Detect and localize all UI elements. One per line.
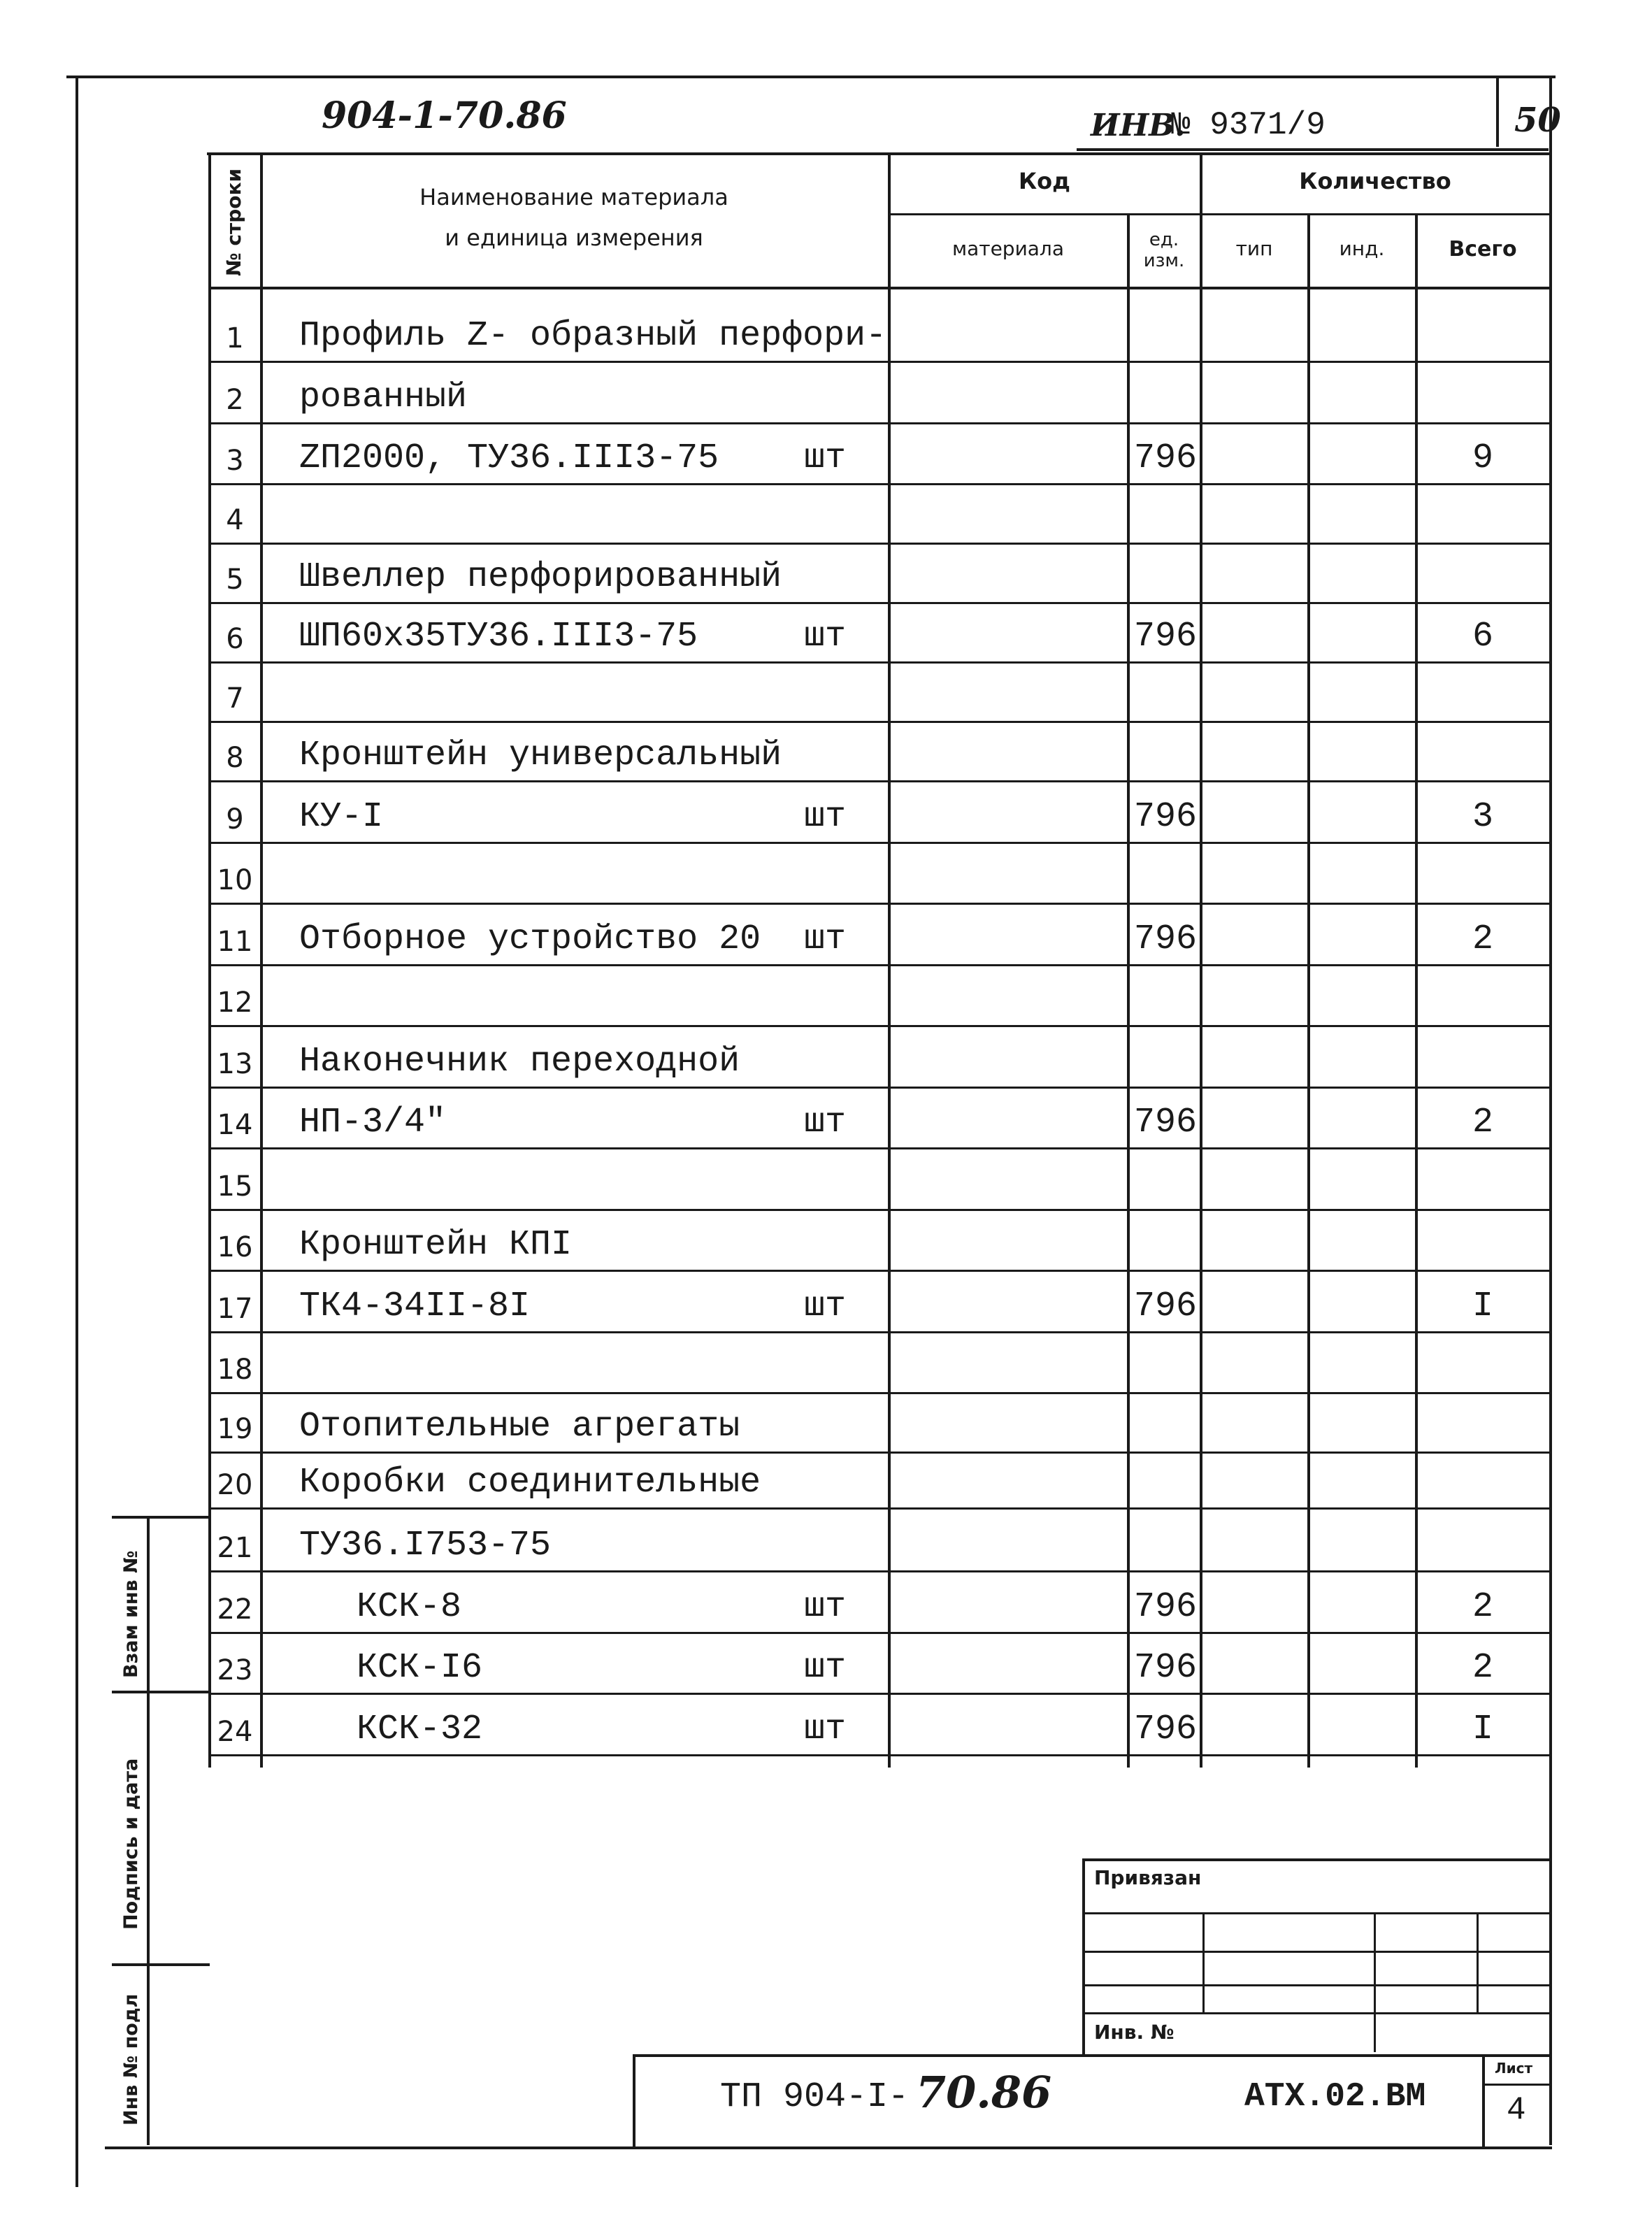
frame-top-line [66,76,1556,78]
stamp-col-2 [1374,1912,1376,2052]
row-name: ШП60х35ТУ36.III3-75 [299,617,698,657]
row-total: I [1472,1286,1493,1326]
row-number: 23 [217,1654,253,1686]
row-number: 2 [226,384,244,416]
row-unit: шт [804,1648,847,1688]
material-col-line [1127,213,1130,1768]
stamp-inv-no-label: Инв. № [1094,2021,1175,2044]
table-header-top-line [207,152,1549,155]
row-unit: шт [804,1103,847,1142]
row-number: 9 [226,803,244,836]
sheet-number-divider [1496,77,1499,147]
row-unit-code: 796 [1134,797,1198,837]
row-separator-line [210,1331,1549,1333]
row-separator-line [210,721,1549,723]
stamp-line-4 [1082,2012,1551,2014]
unit-header-line1: ед. [1149,229,1179,250]
row-separator-line [210,1087,1549,1089]
row-number: 11 [217,926,253,958]
sheet-value: 4 [1507,2092,1526,2128]
row-unit-code: 796 [1134,438,1198,478]
row-number: 3 [226,445,244,477]
row-separator-line [210,1507,1549,1510]
row-unit: шт [804,797,847,837]
row-name: Кронштейн универсальный [299,736,782,775]
row-separator-line [210,903,1549,905]
table-left-line [208,152,211,1768]
row-number: 16 [217,1231,253,1263]
row-unit: шт [804,617,847,657]
stamp-col-1 [1202,1912,1205,2012]
row-unit-code: 796 [1134,1286,1198,1326]
margin-stamp-inner-line [147,1516,150,2145]
doc-prefix: ТП 904-I- [720,2077,910,2117]
row-number: 18 [217,1354,253,1386]
sheet-label-line [1484,2084,1551,2086]
row-separator-line [210,1754,1549,1756]
title-block-top-line [633,2054,1551,2057]
row-separator-line [210,602,1549,604]
row-number: 7 [226,682,244,715]
row-number: 14 [217,1109,253,1141]
inv-podl-label: Инв № подл [120,1993,142,2126]
row-unit: шт [804,919,847,959]
row-number: 19 [217,1413,253,1445]
row-name: Кронштейн КПI [299,1225,573,1265]
row-separator-line [210,1025,1549,1027]
ind-header: инд. [1339,237,1385,260]
row-name: КСК-I6 [357,1648,483,1688]
stamp-line-1 [1082,1912,1551,1914]
row-number: 24 [217,1716,253,1748]
row-separator-line [210,361,1549,363]
row-separator-line [210,1570,1549,1572]
row-separator-line [210,543,1549,545]
row-unit-code: 796 [1134,617,1198,657]
rownum-col-line [260,152,263,1768]
title-block-sheet-line [1482,2054,1485,2148]
row-total: 2 [1472,1587,1493,1627]
stamp-top-line [1082,1858,1551,1861]
row-separator-line [210,1270,1549,1272]
row-total: 3 [1472,797,1493,837]
sheet-label: Лист [1495,2060,1533,2077]
row-number: 15 [217,1170,253,1203]
frame-left-line [76,76,78,2187]
row-number: 22 [217,1593,253,1626]
row-separator-line [210,1392,1549,1394]
vzam-inv-label: Взам инв № [120,1550,142,1678]
project-handwritten: 904-1-70.86 [322,94,567,137]
row-separator-line [210,842,1549,844]
stamp-left-line [1082,1858,1085,2054]
row-unit-code: 796 [1134,1710,1198,1749]
row-total: 2 [1472,1648,1493,1688]
stamp-privyazan-label: Привязан [1094,1866,1202,1889]
row-no-header: № строки [222,168,245,276]
type-col-line [1307,213,1310,1768]
stamp-line-3 [1082,1984,1551,1986]
header-under-line [1077,148,1549,151]
row-unit: шт [804,1710,847,1749]
row-number: 13 [217,1048,253,1080]
row-total: 6 [1472,617,1493,657]
row-number: 6 [226,623,244,655]
row-name: Отопительные агрегаты [299,1407,740,1447]
table-header-bottom-line [208,287,1549,289]
row-unit-code: 796 [1134,919,1198,959]
material-header: материала [951,237,1064,260]
name-col-line [888,152,891,1768]
type-header: тип [1235,237,1273,260]
subheader-line-code [889,213,1200,215]
name-header-line2: и единица измерения [445,224,703,251]
row-unit-code: 796 [1134,1587,1198,1627]
row-number: 20 [217,1469,253,1501]
row-unit: шт [804,438,847,478]
row-name: Наконечник переходной [299,1042,740,1082]
row-total: 9 [1472,438,1493,478]
row-separator-line [210,964,1549,966]
row-number: 1 [226,322,244,354]
row-number: 5 [226,564,244,596]
row-separator-line [210,1147,1549,1149]
row-name: КУ-I [299,797,384,837]
row-name: рованный [299,378,468,417]
row-name: Отборное устройство 20 [299,919,761,959]
row-separator-line [210,1632,1549,1634]
margin-stamp-top-line [112,1516,210,1519]
frame-bottom-line [105,2146,1552,2149]
row-separator-line [210,661,1549,664]
row-name: Швеллер перфорированный [299,557,782,597]
row-name: Профиль Z- образный перфори- [299,316,887,356]
row-number: 8 [226,742,244,774]
unit-col-line [1200,152,1202,1768]
row-unit-code: 796 [1134,1648,1198,1688]
row-total: I [1472,1710,1493,1749]
margin-stamp-line-3 [112,1963,210,1966]
doc-code: АТХ.02.ВМ [1244,2078,1426,2116]
row-separator-line [210,1693,1549,1695]
inv-label: ИНВ. [1091,108,1186,143]
inv-number: № 9371/9 [1171,107,1326,143]
row-name: КСК-8 [357,1587,462,1627]
row-separator-line [210,422,1549,424]
row-name: ZП2000, ТУ36.III3-75 [299,438,719,478]
podpis-data-label: Подпись и дата [120,1758,142,1930]
quantity-header: Количество [1299,168,1451,194]
row-separator-line [210,780,1549,782]
doc-number-handwritten: 70.86 [916,2067,1052,2118]
row-number: 4 [226,504,244,536]
row-number: 21 [217,1532,253,1564]
row-name: ТУ36.I753-75 [299,1526,552,1565]
row-name: КСК-32 [357,1710,483,1749]
row-name: НП-3/4" [299,1103,447,1142]
unit-header-line2: изм. [1143,250,1185,271]
name-header-line1: Наименование материала [419,184,728,210]
row-number: 10 [217,864,253,896]
total-header: Всего [1449,237,1517,261]
sheet-number: 50 [1514,101,1561,140]
title-block-left-line [633,2054,635,2148]
row-separator-line [210,483,1549,485]
code-header: Код [1019,168,1070,194]
row-unit: шт [804,1286,847,1326]
row-unit-code: 796 [1134,1103,1198,1142]
row-name: ТК4-34II-8I [299,1286,531,1326]
frame-right-line [1549,76,1552,2145]
stamp-col-3 [1477,1912,1479,2012]
row-unit: шт [804,1587,847,1627]
row-number: 12 [217,987,253,1019]
row-separator-line [210,1209,1549,1211]
row-total: 2 [1472,919,1493,959]
row-name: Коробки соединительные [299,1463,761,1503]
row-separator-line [210,1452,1549,1454]
subheader-line-qty [1201,213,1549,215]
margin-stamp-line-2 [112,1691,210,1693]
stamp-line-2 [1082,1951,1551,1953]
row-number: 17 [217,1293,253,1325]
row-total: 2 [1472,1103,1493,1142]
